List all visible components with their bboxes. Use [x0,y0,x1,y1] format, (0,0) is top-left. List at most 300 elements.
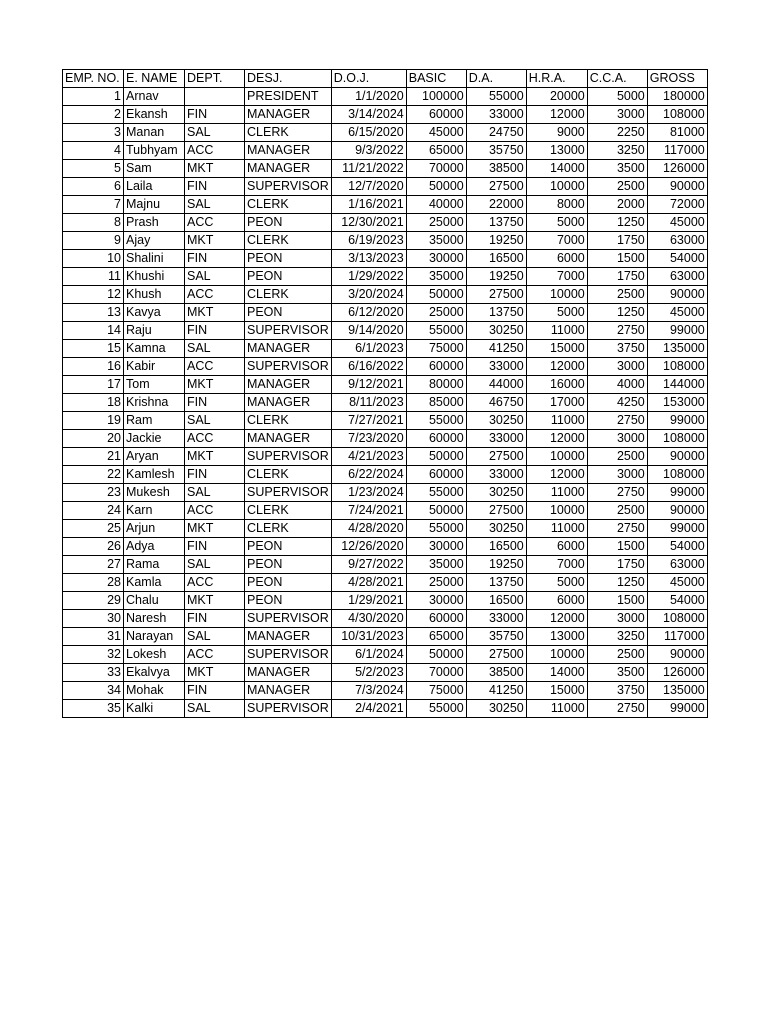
cell-doj: 4/28/2020 [331,520,406,538]
cell-da: 27500 [466,448,526,466]
cell-basic: 60000 [406,430,466,448]
cell-desj: PEON [245,538,332,556]
cell-hra: 11000 [526,520,587,538]
cell-cca: 1250 [587,574,647,592]
cell-da: 33000 [466,430,526,448]
table-row [63,592,708,610]
spreadsheet-page [62,69,708,718]
cell-e-name: Narayan [124,628,185,646]
header-cca: C.C.A. [587,70,647,88]
cell-emp-no: 19 [63,412,124,430]
cell-cca: 1250 [587,214,647,232]
table-row [63,448,708,466]
cell-doj: 6/12/2020 [331,304,406,322]
cell-dept: FIN [185,538,245,556]
cell-emp-no: 1 [63,88,124,106]
cell-basic: 30000 [406,538,466,556]
table-row [63,196,708,214]
cell-doj: 1/29/2022 [331,268,406,286]
cell-e-name: Ajay [124,232,185,250]
header-dept: DEPT. [185,70,245,88]
cell-basic: 35000 [406,232,466,250]
cell-e-name: Chalu [124,592,185,610]
cell-da: 33000 [466,466,526,484]
cell-dept: MKT [185,376,245,394]
cell-emp-no: 21 [63,448,124,466]
cell-gross: 108000 [647,610,707,628]
cell-basic: 75000 [406,340,466,358]
cell-gross: 90000 [647,646,707,664]
cell-cca: 2250 [587,124,647,142]
cell-gross: 99000 [647,412,707,430]
cell-da: 30250 [466,322,526,340]
cell-doj: 7/3/2024 [331,682,406,700]
cell-desj: CLERK [245,520,332,538]
cell-doj: 4/28/2021 [331,574,406,592]
cell-e-name: Laila [124,178,185,196]
cell-dept: MKT [185,232,245,250]
table-row [63,664,708,682]
cell-cca: 1750 [587,268,647,286]
cell-e-name: Naresh [124,610,185,628]
table-row [63,556,708,574]
cell-gross: 54000 [647,250,707,268]
cell-doj: 11/21/2022 [331,160,406,178]
table-row [63,646,708,664]
cell-da: 35750 [466,142,526,160]
cell-hra: 15000 [526,340,587,358]
cell-basic: 50000 [406,502,466,520]
cell-e-name: Mukesh [124,484,185,502]
cell-gross: 63000 [647,268,707,286]
cell-doj: 7/24/2021 [331,502,406,520]
cell-da: 27500 [466,178,526,196]
cell-cca: 2750 [587,700,647,718]
cell-hra: 7000 [526,268,587,286]
cell-dept: ACC [185,358,245,376]
cell-hra: 12000 [526,610,587,628]
cell-cca: 1500 [587,538,647,556]
table-row [63,376,708,394]
cell-emp-no: 24 [63,502,124,520]
cell-gross: 63000 [647,556,707,574]
cell-emp-no: 27 [63,556,124,574]
cell-doj: 10/31/2023 [331,628,406,646]
cell-cca: 1500 [587,250,647,268]
cell-emp-no: 34 [63,682,124,700]
cell-dept: FIN [185,178,245,196]
table-row [63,250,708,268]
cell-desj: SUPERVISOR [245,610,332,628]
cell-da: 16500 [466,592,526,610]
cell-e-name: Kalki [124,700,185,718]
cell-hra: 13000 [526,142,587,160]
cell-dept: ACC [185,646,245,664]
cell-da: 13750 [466,214,526,232]
cell-da: 22000 [466,196,526,214]
cell-e-name: Tom [124,376,185,394]
cell-desj: MANAGER [245,376,332,394]
cell-da: 19250 [466,556,526,574]
cell-basic: 100000 [406,88,466,106]
cell-dept: ACC [185,574,245,592]
table-row [63,700,708,718]
cell-doj: 3/14/2024 [331,106,406,124]
cell-emp-no: 16 [63,358,124,376]
cell-dept: SAL [185,412,245,430]
cell-da: 38500 [466,160,526,178]
cell-hra: 7000 [526,556,587,574]
cell-gross: 72000 [647,196,707,214]
cell-dept: ACC [185,214,245,232]
cell-desj: SUPERVISOR [245,322,332,340]
cell-desj: PEON [245,304,332,322]
cell-basic: 50000 [406,286,466,304]
cell-desj: CLERK [245,232,332,250]
cell-hra: 11000 [526,484,587,502]
table-body [63,88,708,718]
table-row [63,268,708,286]
cell-gross: 117000 [647,142,707,160]
cell-cca: 2500 [587,178,647,196]
cell-dept: ACC [185,286,245,304]
cell-emp-no: 28 [63,574,124,592]
cell-desj: MANAGER [245,430,332,448]
cell-desj: MANAGER [245,142,332,160]
cell-e-name: Jackie [124,430,185,448]
cell-basic: 60000 [406,106,466,124]
cell-gross: 153000 [647,394,707,412]
cell-e-name: Lokesh [124,646,185,664]
cell-da: 30250 [466,484,526,502]
cell-gross: 45000 [647,304,707,322]
table-row [63,430,708,448]
cell-da: 41250 [466,340,526,358]
cell-dept: FIN [185,394,245,412]
header-doj: D.O.J. [331,70,406,88]
cell-emp-no: 4 [63,142,124,160]
cell-doj: 9/12/2021 [331,376,406,394]
cell-cca: 2500 [587,646,647,664]
cell-desj: MANAGER [245,682,332,700]
cell-desj: SUPERVISOR [245,178,332,196]
cell-dept: MKT [185,592,245,610]
cell-dept: FIN [185,682,245,700]
cell-desj: MANAGER [245,340,332,358]
cell-cca: 5000 [587,88,647,106]
cell-desj: CLERK [245,124,332,142]
cell-basic: 70000 [406,160,466,178]
table-row [63,520,708,538]
cell-hra: 10000 [526,286,587,304]
cell-basic: 60000 [406,466,466,484]
cell-desj: PEON [245,556,332,574]
cell-cca: 2750 [587,484,647,502]
cell-e-name: Kamna [124,340,185,358]
cell-basic: 55000 [406,484,466,502]
cell-cca: 1750 [587,232,647,250]
cell-gross: 126000 [647,160,707,178]
cell-doj: 12/26/2020 [331,538,406,556]
cell-dept: SAL [185,268,245,286]
cell-cca: 4000 [587,376,647,394]
cell-emp-no: 26 [63,538,124,556]
cell-cca: 3250 [587,628,647,646]
cell-hra: 20000 [526,88,587,106]
cell-doj: 7/23/2020 [331,430,406,448]
cell-emp-no: 30 [63,610,124,628]
cell-cca: 2500 [587,502,647,520]
cell-hra: 10000 [526,178,587,196]
cell-basic: 25000 [406,214,466,232]
cell-emp-no: 25 [63,520,124,538]
cell-gross: 63000 [647,232,707,250]
cell-hra: 9000 [526,124,587,142]
cell-desj: PEON [245,268,332,286]
cell-hra: 5000 [526,304,587,322]
cell-emp-no: 13 [63,304,124,322]
cell-desj: SUPERVISOR [245,484,332,502]
cell-basic: 75000 [406,682,466,700]
cell-hra: 12000 [526,430,587,448]
cell-desj: PEON [245,574,332,592]
cell-emp-no: 31 [63,628,124,646]
table-row [63,610,708,628]
header-basic: BASIC [406,70,466,88]
cell-basic: 50000 [406,178,466,196]
cell-desj: PEON [245,250,332,268]
cell-emp-no: 12 [63,286,124,304]
cell-cca: 2000 [587,196,647,214]
cell-hra: 7000 [526,232,587,250]
cell-basic: 55000 [406,322,466,340]
cell-gross: 99000 [647,520,707,538]
cell-e-name: Khushi [124,268,185,286]
cell-basic: 55000 [406,700,466,718]
cell-gross: 99000 [647,484,707,502]
cell-gross: 117000 [647,628,707,646]
cell-emp-no: 5 [63,160,124,178]
cell-e-name: Ekalvya [124,664,185,682]
cell-desj: CLERK [245,412,332,430]
cell-emp-no: 29 [63,592,124,610]
table-row [63,412,708,430]
cell-doj: 8/11/2023 [331,394,406,412]
cell-cca: 3750 [587,340,647,358]
cell-dept: SAL [185,340,245,358]
table-row [63,394,708,412]
cell-doj: 3/20/2024 [331,286,406,304]
cell-basic: 80000 [406,376,466,394]
cell-cca: 3250 [587,142,647,160]
header-row [63,70,708,88]
cell-cca: 3000 [587,610,647,628]
cell-emp-no: 2 [63,106,124,124]
cell-e-name: Krishna [124,394,185,412]
cell-emp-no: 11 [63,268,124,286]
cell-doj: 6/16/2022 [331,358,406,376]
cell-da: 30250 [466,520,526,538]
cell-e-name: Kamlesh [124,466,185,484]
cell-desj: SUPERVISOR [245,646,332,664]
cell-hra: 10000 [526,646,587,664]
header-desj: DESJ. [245,70,332,88]
cell-e-name: Ram [124,412,185,430]
cell-hra: 8000 [526,196,587,214]
cell-emp-no: 33 [63,664,124,682]
cell-desj: PRESIDENT [245,88,332,106]
table-row [63,466,708,484]
cell-basic: 25000 [406,574,466,592]
cell-dept: MKT [185,448,245,466]
cell-da: 30250 [466,700,526,718]
cell-da: 46750 [466,394,526,412]
cell-gross: 144000 [647,376,707,394]
cell-da: 27500 [466,286,526,304]
cell-basic: 45000 [406,124,466,142]
cell-gross: 81000 [647,124,707,142]
cell-hra: 10000 [526,448,587,466]
cell-hra: 6000 [526,592,587,610]
cell-dept [185,88,245,106]
cell-da: 35750 [466,628,526,646]
cell-cca: 3000 [587,358,647,376]
cell-gross: 108000 [647,358,707,376]
table-row [63,214,708,232]
cell-e-name: Kavya [124,304,185,322]
cell-dept: FIN [185,466,245,484]
cell-basic: 50000 [406,646,466,664]
cell-desj: MANAGER [245,628,332,646]
cell-doj: 9/3/2022 [331,142,406,160]
cell-cca: 3000 [587,430,647,448]
table-row [63,286,708,304]
table-row [63,628,708,646]
cell-dept: ACC [185,502,245,520]
cell-e-name: Raju [124,322,185,340]
cell-dept: SAL [185,196,245,214]
cell-hra: 13000 [526,628,587,646]
cell-da: 33000 [466,358,526,376]
cell-cca: 2750 [587,520,647,538]
cell-emp-no: 22 [63,466,124,484]
cell-e-name: Arnav [124,88,185,106]
header-hra: H.R.A. [526,70,587,88]
cell-emp-no: 3 [63,124,124,142]
cell-doj: 3/13/2023 [331,250,406,268]
cell-dept: ACC [185,142,245,160]
cell-hra: 12000 [526,106,587,124]
cell-dept: SAL [185,700,245,718]
cell-dept: ACC [185,430,245,448]
cell-gross: 45000 [647,574,707,592]
cell-hra: 6000 [526,538,587,556]
cell-cca: 1250 [587,304,647,322]
cell-gross: 126000 [647,664,707,682]
cell-hra: 14000 [526,160,587,178]
cell-basic: 55000 [406,520,466,538]
cell-cca: 2500 [587,286,647,304]
cell-gross: 135000 [647,340,707,358]
cell-cca: 3500 [587,160,647,178]
cell-cca: 2500 [587,448,647,466]
cell-gross: 54000 [647,538,707,556]
cell-doj: 7/27/2021 [331,412,406,430]
cell-basic: 30000 [406,592,466,610]
cell-gross: 90000 [647,502,707,520]
header-gross: GROSS [647,70,707,88]
cell-desj: PEON [245,214,332,232]
cell-doj: 5/2/2023 [331,664,406,682]
cell-dept: SAL [185,484,245,502]
cell-hra: 10000 [526,502,587,520]
table-row [63,88,708,106]
cell-da: 19250 [466,232,526,250]
cell-desj: MANAGER [245,394,332,412]
cell-emp-no: 15 [63,340,124,358]
cell-hra: 11000 [526,412,587,430]
cell-desj: CLERK [245,466,332,484]
cell-e-name: Aryan [124,448,185,466]
cell-basic: 85000 [406,394,466,412]
cell-hra: 5000 [526,574,587,592]
cell-da: 33000 [466,610,526,628]
cell-cca: 2750 [587,412,647,430]
cell-hra: 6000 [526,250,587,268]
cell-da: 30250 [466,412,526,430]
cell-doj: 6/1/2024 [331,646,406,664]
cell-cca: 4250 [587,394,647,412]
cell-e-name: Kamla [124,574,185,592]
cell-gross: 54000 [647,592,707,610]
cell-emp-no: 35 [63,700,124,718]
cell-da: 44000 [466,376,526,394]
cell-doj: 6/1/2023 [331,340,406,358]
table-row [63,358,708,376]
cell-emp-no: 9 [63,232,124,250]
cell-cca: 3500 [587,664,647,682]
cell-doj: 1/23/2024 [331,484,406,502]
cell-cca: 3000 [587,466,647,484]
cell-gross: 99000 [647,700,707,718]
cell-hra: 16000 [526,376,587,394]
cell-dept: FIN [185,610,245,628]
cell-hra: 17000 [526,394,587,412]
cell-desj: MANAGER [245,106,332,124]
cell-e-name: Tubhyam [124,142,185,160]
cell-dept: FIN [185,322,245,340]
cell-da: 55000 [466,88,526,106]
cell-e-name: Majnu [124,196,185,214]
cell-e-name: Shalini [124,250,185,268]
cell-e-name: Rama [124,556,185,574]
table-row [63,232,708,250]
cell-desj: CLERK [245,286,332,304]
cell-desj: PEON [245,592,332,610]
cell-hra: 14000 [526,664,587,682]
cell-emp-no: 14 [63,322,124,340]
cell-e-name: Khush [124,286,185,304]
table-row [63,574,708,592]
cell-desj: SUPERVISOR [245,700,332,718]
cell-gross: 108000 [647,106,707,124]
table-row [63,484,708,502]
cell-desj: MANAGER [245,160,332,178]
cell-doj: 6/22/2024 [331,466,406,484]
cell-cca: 1500 [587,592,647,610]
cell-doj: 12/30/2021 [331,214,406,232]
cell-da: 19250 [466,268,526,286]
